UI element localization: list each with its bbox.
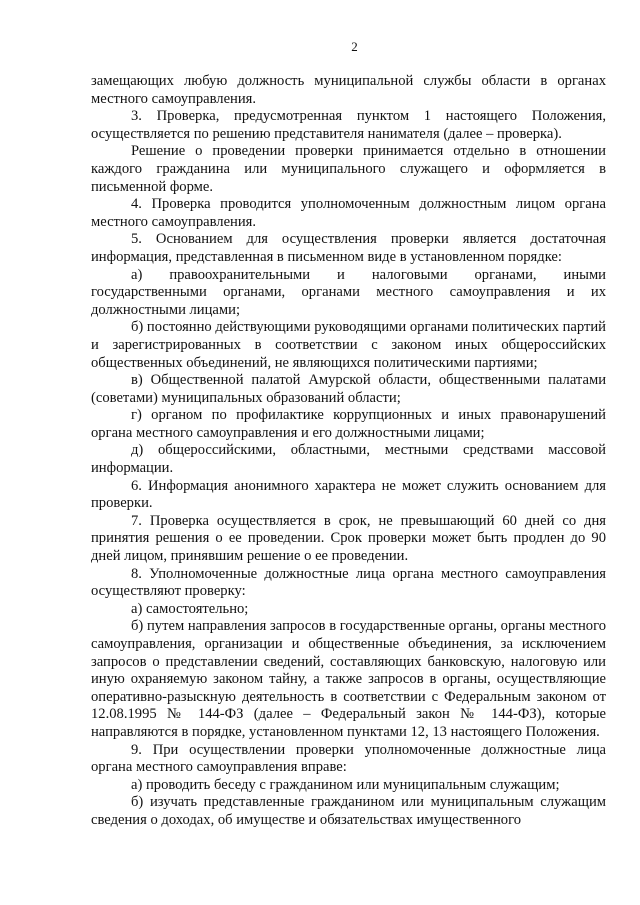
paragraph-item-5g: г) органом по профилактике коррупционных и иных правонарушений органа местного самоуправления и его должностными лицами; (91, 407, 606, 441)
paragraph-item-5b: б) постоянно действующими руководящими органами политических партий и зарегистрированных в соответствии с законом иных общероссийских общественных объединений, не являющихся политическими партиями; (91, 319, 606, 371)
paragraph-item-7: 7. Проверка осуществляется в срок, не превышающий 60 дней со дня принятия решения о ее проведении. Срок проверки может быть продлен до 90 дней лицом, принявшим решение о ее проведении. (91, 512, 606, 565)
paragraph-item-8a: а) самостоятельно; (131, 600, 249, 617)
page-number: 2 (351, 39, 358, 54)
paragraph-item-5: 5. Основанием для осуществления проверки является достаточная информация, представленная в письменном виде в установленном порядке: (91, 231, 606, 265)
paragraph-item-5a: а) правоохранительными и налоговыми органами, иными государственными органами, органами местного самоуправления и их должностными лицами; (91, 266, 606, 318)
paragraph-item-9b: б) изучать представленные гражданином или муниципальным служащим сведения о доходах, об имуществе и обязательствах имущественного (91, 794, 606, 828)
paragraph-decision: Решение о проведении проверки принимается отдельно в отношении каждого гражданина или муниципального служащего и оформляется в письменной форме. (91, 143, 606, 195)
paragraph-item-5d: д) общероссийскими, областными, местными средствами массовой информации. (91, 442, 606, 477)
paragraph-item-3: 3. Проверка, предусмотренная пунктом 1 настоящего Положения, осуществляется по решению представителя нанимателя (далее – проверка). (91, 108, 606, 142)
paragraph-item-5v: в) Общественной палатой Амурской области, общественными палатами (советами) муниципальных образований области; (91, 372, 606, 406)
paragraph-item-8: 8. Уполномоченные должностные лица органа местного самоуправления осуществляют проверку: (91, 565, 606, 600)
paragraph-item-4: 4. Проверка проводится уполномоченным должностным лицом органа местного самоуправления. (91, 196, 606, 230)
paragraph-item-8b: б) путем направления запросов в государственные органы, органы местного самоуправления, организации и общественные объединения, за исключением запросов о представлении сведений, составляющих банковскую, налоговую или иную охраняемую законом тайну, а также запросов в органы, осуществляющие оперативно-разыскную деятельность в соответствии с Федеральным законом от 12.08.1995 № 144-ФЗ (далее – Федеральный закон № 144-ФЗ), которые направляются в порядке, установленном пунктами 12, 13 настоящего Положения. (91, 618, 606, 740)
paragraph-item-9: 9. При осуществлении проверки уполномоченные должностные лица органа местного самоуправления вправе: (91, 741, 606, 776)
paragraph-continuation: замещающих любую должность муниципальной службы области в органах местного самоуправления. (91, 73, 606, 107)
paragraph-item-9a: а) проводить беседу с гражданином или муниципальным служащим; (131, 776, 560, 793)
paragraph-item-6: 6. Информация анонимного характера не может служить основанием для проверки. (91, 477, 606, 512)
